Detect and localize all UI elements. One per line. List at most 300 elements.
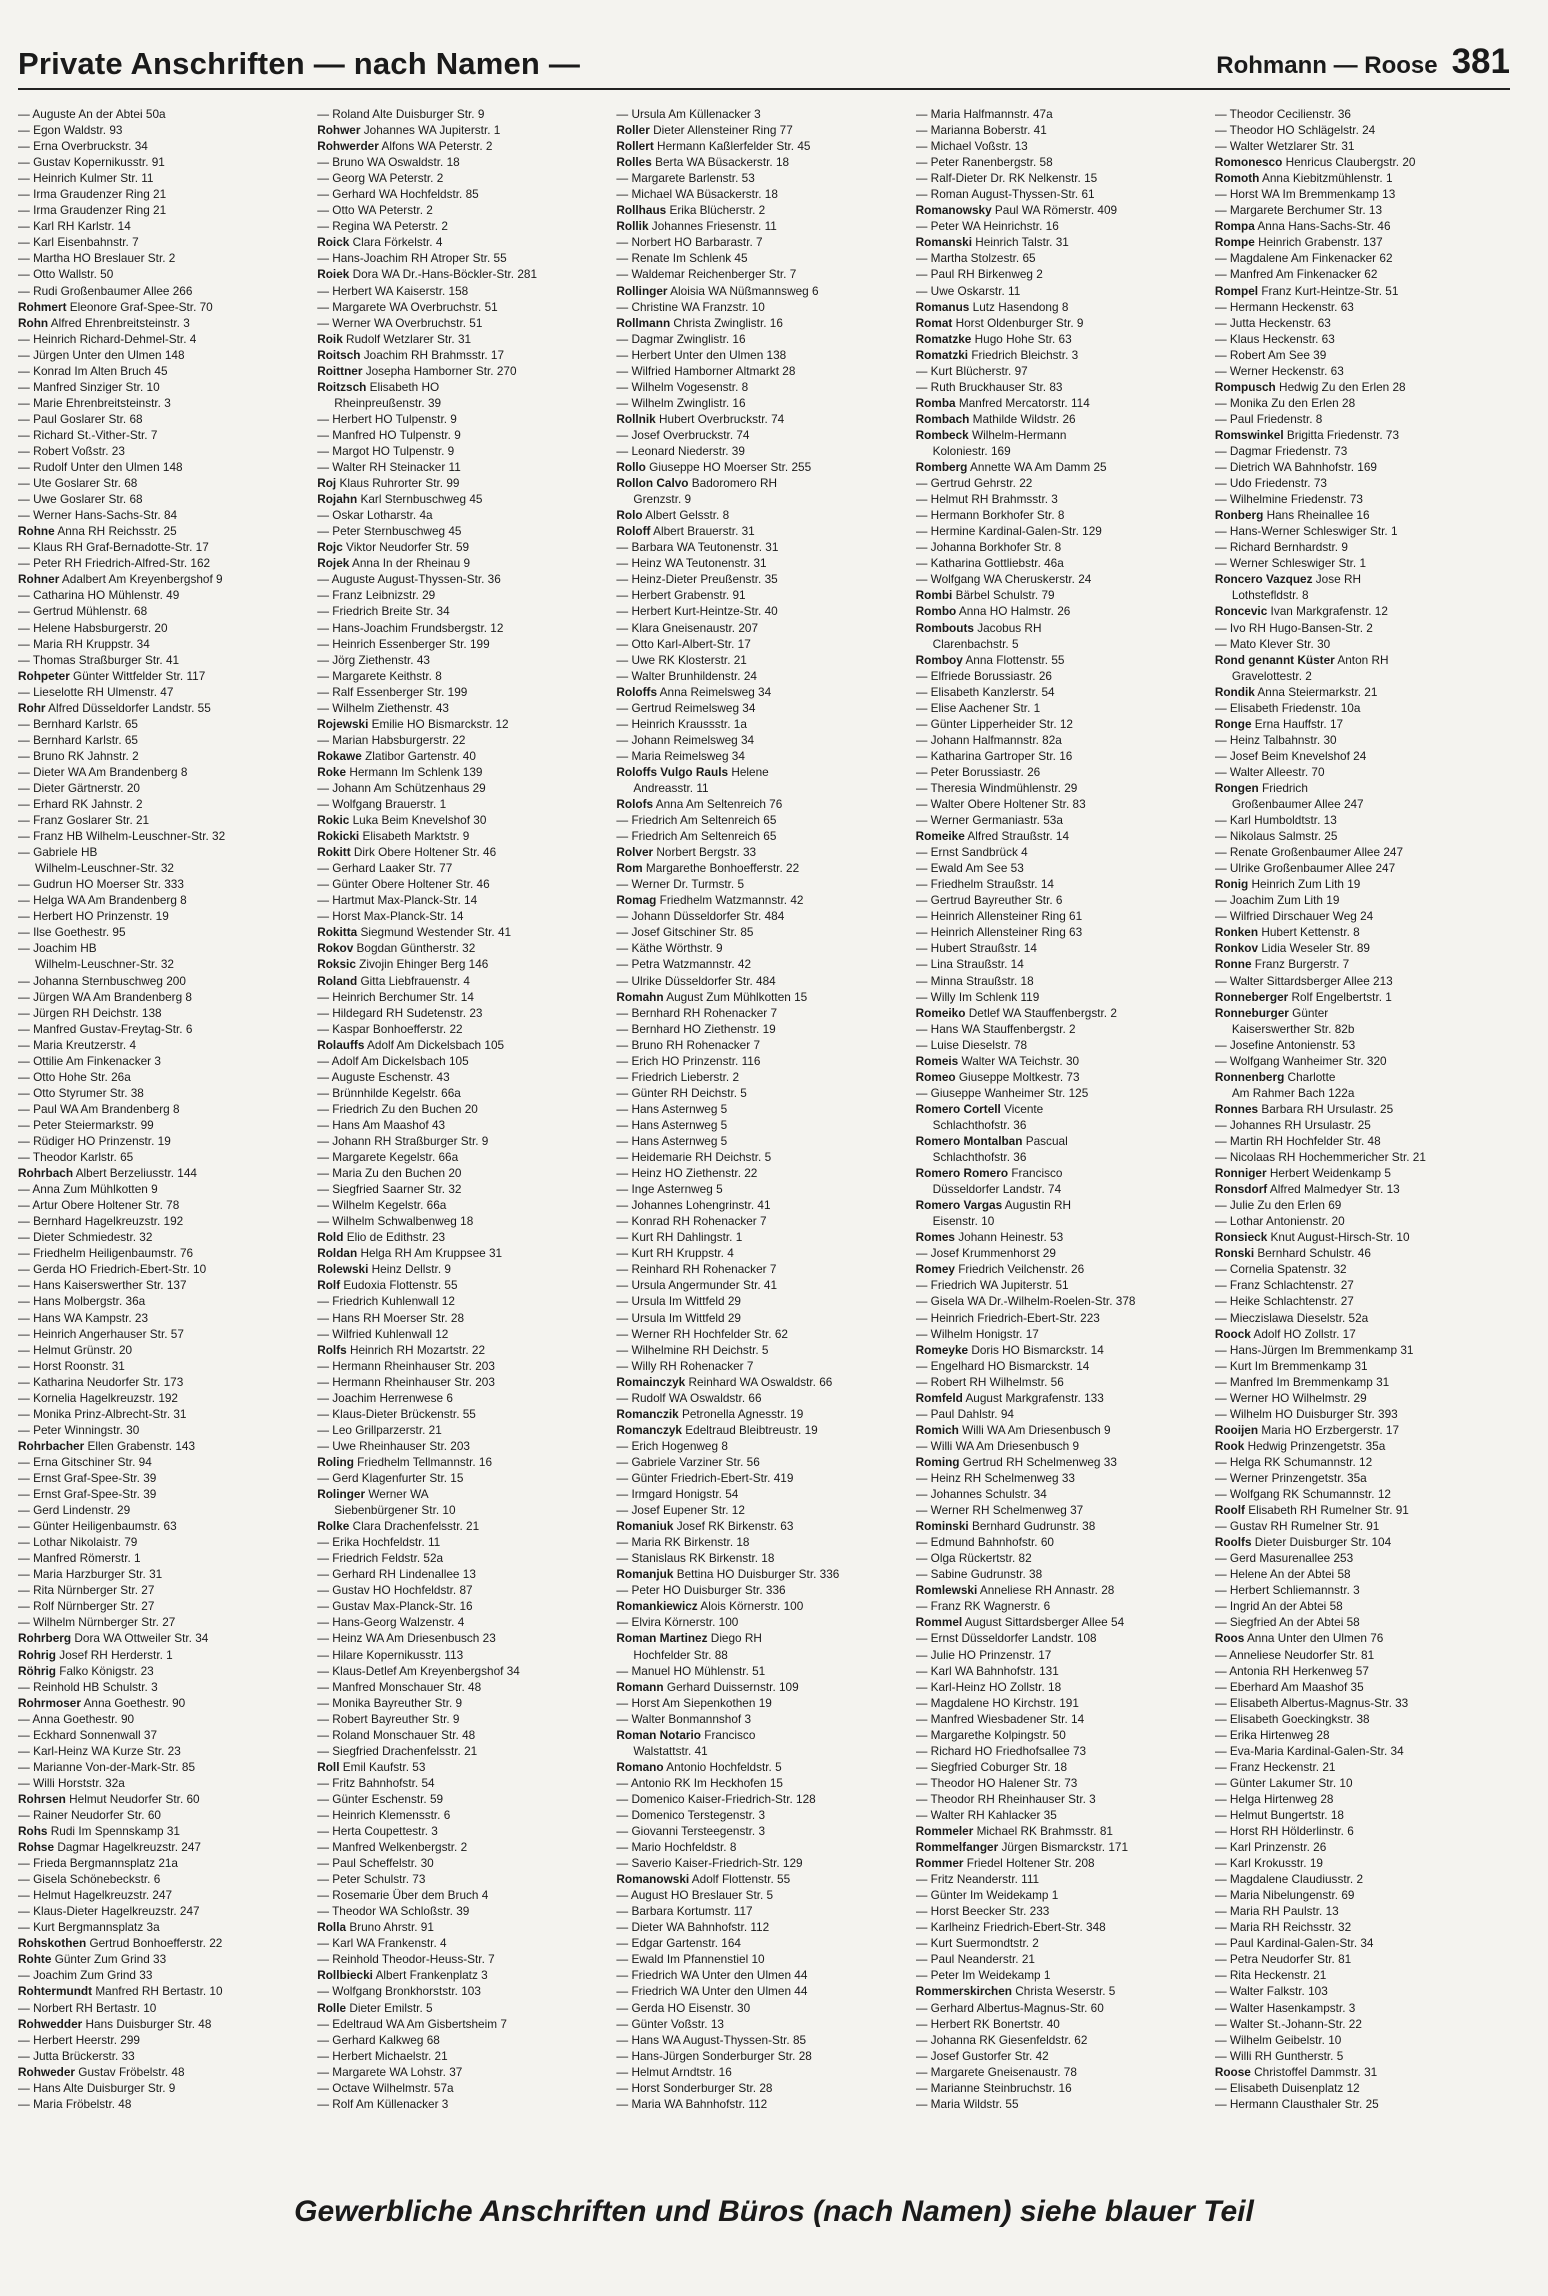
directory-entry: [616, 940, 911, 956]
directory-entry: [18, 395, 313, 411]
surname: Roling: [317, 1454, 354, 1469]
surname: Rommel: [915, 1615, 963, 1630]
entry-text: — Werner Dr. Turmstr. 5: [616, 877, 745, 892]
entry-text: — Eberhard Am Maashof 35: [1214, 1679, 1364, 1694]
directory-entry: [916, 668, 1211, 684]
directory-entry: [317, 956, 612, 972]
surname: Romich: [915, 1422, 959, 1437]
entry-text: — Gabriele HB: [18, 845, 98, 860]
surname: Rolewski: [317, 1262, 369, 1277]
entry-text: — Jürgen RH Deichstr. 138: [18, 1005, 162, 1020]
entry-text: — Michael WA Büsackerstr. 18: [616, 187, 778, 202]
directory-entry: [916, 1919, 1211, 1935]
directory-entry: [18, 1326, 313, 1342]
directory-entry: [1215, 1807, 1510, 1823]
entry-text: — Gudrun HO Moerser Str. 333: [18, 877, 184, 892]
directory-entry: [1215, 1213, 1510, 1229]
directory-entry: [916, 395, 1211, 411]
directory-entry: [1215, 684, 1510, 700]
entry-text: — Hans-Joachim RH Atroper Str. 55: [317, 251, 507, 266]
entry-text: — Heinz HO Ziethenstr. 22: [616, 1166, 758, 1181]
directory-entry: [616, 1277, 911, 1293]
directory-entry: [616, 1614, 911, 1630]
entry-text: Friedrich: [1258, 780, 1308, 795]
directory-entry: [916, 218, 1211, 234]
surname: Ronig: [1214, 877, 1249, 892]
directory-entry: [616, 603, 911, 619]
surname: Roik: [317, 331, 343, 346]
directory-entry: [1215, 1261, 1510, 1277]
directory-entry: [916, 491, 1211, 507]
directory-entry: [317, 620, 612, 636]
directory-entry: [317, 539, 612, 555]
entry-text: — Werner Prinzengetstr. 35a: [1214, 1470, 1367, 1485]
directory-entry: [1215, 1711, 1510, 1727]
directory-entry: [916, 844, 1211, 860]
entry-text: Hans Rheinallee 16: [1263, 508, 1370, 523]
directory-entry: [18, 1967, 313, 1983]
directory-entry: [616, 1871, 911, 1887]
entry-text: Hugo Hohe Str. 63: [971, 331, 1072, 346]
entry-text: — Waldemar Reichenberger Str. 7: [616, 267, 797, 282]
directory-entry: [916, 780, 1211, 796]
entry-text: — Ursula Im Wittfeld 29: [616, 1294, 741, 1309]
directory-entry: [616, 1518, 911, 1534]
directory-entry: [18, 1598, 313, 1614]
directory-entry: [916, 202, 1211, 218]
entry-text: — Ivo RH Hugo-Bansen-Str. 2: [1214, 620, 1373, 635]
surname: Rolinger: [317, 1487, 366, 1502]
surname: Romainczyk: [616, 1374, 686, 1389]
directory-entry: [616, 1550, 911, 1566]
surname: Romero Vargas: [915, 1198, 1003, 1213]
entry-text: — Werner Hans-Sachs-Str. 84: [18, 508, 178, 523]
entry-text: — Hermann Clausthaler Str. 25: [1214, 2096, 1379, 2111]
surname: Roolfs: [1214, 1535, 1252, 1550]
directory-entry: [916, 555, 1211, 571]
directory-entry: [916, 1085, 1211, 1101]
directory-entry: [18, 138, 313, 154]
entry-text: Edeltraud Bleibtreustr. 19: [681, 1422, 818, 1437]
directory-entry: [1215, 732, 1510, 748]
directory-entry: [1215, 379, 1510, 395]
directory-entry: [1215, 1005, 1510, 1021]
directory-entry: [317, 1085, 612, 1101]
directory-entry: [317, 1727, 612, 1743]
entry-text: Alfons WA Peterstr. 2: [378, 139, 493, 154]
directory-entry: [1215, 620, 1510, 636]
entry-text: — Johannes Lohengrinstr. 41: [616, 1198, 771, 1213]
entry-text: — Josef Gustorfer Str. 42: [915, 2048, 1049, 2063]
entry-text: — Hans Molbergstr. 36a: [18, 1294, 146, 1309]
entry-text: — Herta Coupettestr. 3: [317, 1824, 438, 1839]
entry-text: — Johann Düsseldorfer Str. 484: [616, 909, 785, 924]
entry-text: — Maria RH Reichsstr. 32: [1214, 1920, 1352, 1935]
entry-text: — Robert Voßstr. 23: [18, 443, 125, 458]
surname: Rombach: [915, 411, 970, 426]
surname: Roloff: [616, 524, 651, 539]
entry-text: — Walter Alleestr. 70: [1214, 764, 1325, 779]
entry-text: — Katharina Gartroper Str. 16: [915, 748, 1073, 763]
directory-entry: [18, 1614, 313, 1630]
directory-entry: [18, 1679, 313, 1695]
entry-text: Siegmund Westender Str. 41: [357, 925, 512, 940]
directory-entry: [18, 1919, 313, 1935]
directory-entry: [1215, 1181, 1510, 1197]
entry-text: — Giuseppe Wanheimer Str. 125: [915, 1085, 1089, 1100]
directory-entry: [317, 1743, 612, 1759]
entry-text: — Ottilie Am Finkenacker 3: [18, 1053, 161, 1068]
directory-entry: [916, 1647, 1211, 1663]
entry-text: Werner WA: [365, 1487, 429, 1502]
directory-entry: [317, 571, 612, 587]
entry-text: — Josef Eupener Str. 12: [616, 1503, 745, 1518]
surname: Roller: [616, 123, 650, 138]
directory-entry: [18, 764, 313, 780]
entry-text: Manfred Mercatorstr. 114: [955, 395, 1090, 410]
directory-entry: [916, 1743, 1211, 1759]
entry-text: — Martha Stolzestr. 65: [915, 251, 1036, 266]
entry-text: Eisenstr. 10: [932, 1214, 995, 1229]
directory-entry: [317, 1759, 612, 1775]
directory-entry: [916, 1277, 1211, 1293]
directory-entry: [18, 860, 313, 876]
directory-entry: [18, 427, 313, 443]
entry-text: — Karl WA Frankenstr. 4: [317, 1936, 447, 1951]
directory-entry: [317, 1406, 612, 1422]
surname: Ronsieck: [1214, 1230, 1268, 1245]
entry-text: — Maria RH Kruppstr. 34: [18, 636, 150, 651]
entry-text: — Giovanni Tersteegenstr. 3: [616, 1824, 766, 1839]
directory-entry: [317, 1374, 612, 1390]
directory-entry: [18, 956, 313, 972]
entry-text: — Herbert WA Kaiserstr. 158: [317, 283, 469, 298]
surname: Rohwedder: [18, 2016, 83, 2031]
entry-text: — Rita Heckenstr. 21: [1214, 1968, 1327, 1983]
directory-entry: [1215, 1277, 1510, 1293]
directory-entry: [317, 1679, 612, 1695]
entry-text: Anna Am Seltenreich 76: [653, 797, 783, 812]
directory-entry: [1215, 539, 1510, 555]
surname: Romeyke: [915, 1342, 969, 1357]
entry-text: — Ernst Graf-Spee-Str. 39: [18, 1487, 157, 1502]
surname: Rojewski: [317, 716, 369, 731]
directory-entry: [317, 250, 612, 266]
directory-entry: [317, 1277, 612, 1293]
surname: Romes: [915, 1230, 955, 1245]
entry-text: — Walter Obere Holtener Str. 83: [915, 797, 1086, 812]
directory-entry: [317, 1181, 612, 1197]
entry-text: — Anneliese Neudorfer Str. 81: [1214, 1647, 1375, 1662]
directory-entry: [18, 299, 313, 315]
directory-entry: [18, 1069, 313, 1085]
entry-text: — Hans-Jürgen Im Bremmenkamp 31: [1214, 1342, 1414, 1357]
entry-text: Herbert Weidenkamp 5: [1266, 1166, 1391, 1181]
directory-entry: [916, 443, 1211, 459]
directory-entry: [18, 1759, 313, 1775]
entry-text: — Franz HB Wilhelm-Leuschner-Str. 32: [18, 829, 226, 844]
entry-text: — Gertrud Bayreuther Str. 6: [915, 893, 1063, 908]
directory-entry: [18, 523, 313, 539]
directory-entry: [1215, 1791, 1510, 1807]
directory-entry: [616, 1582, 911, 1598]
directory-entry: [616, 1310, 911, 1326]
entry-text: — Wilhelm Ziethenstr. 43: [317, 700, 449, 715]
directory-entry: [317, 1245, 612, 1261]
directory-entry: [916, 796, 1211, 812]
directory-entry: [18, 812, 313, 828]
entry-text: — Nicolaas RH Hochemmericher Str. 21: [1214, 1150, 1426, 1165]
directory-entry: [317, 459, 612, 475]
directory-entry: [616, 1839, 911, 1855]
directory-entry: [616, 1213, 911, 1229]
directory-entry: [1215, 1967, 1510, 1983]
entry-text: — Monika Bayreuther Str. 9: [317, 1695, 463, 1710]
directory-entry: [1215, 186, 1510, 202]
surname: Rolo: [616, 508, 643, 523]
directory-entry: [18, 202, 313, 218]
directory-entry: [1215, 1871, 1510, 1887]
entry-text: — Wilhelm Kegelstr. 66a: [317, 1198, 447, 1213]
entry-text: — Josefine Antonienstr. 53: [1214, 1037, 1356, 1052]
directory-entry: [317, 1101, 612, 1117]
surname: Rohrsen: [18, 1791, 66, 1806]
entry-text: — Ralf-Dieter Dr. RK Nelkenstr. 15: [915, 171, 1098, 186]
entry-text: — Rudolf WA Oswaldstr. 66: [616, 1390, 762, 1405]
entry-text: — Gerhard Laaker Str. 77: [317, 861, 453, 876]
directory-entry: [916, 347, 1211, 363]
entry-text: — Friedrich Breite Str. 34: [317, 604, 450, 619]
directory-entry: [18, 1775, 313, 1791]
entry-text: — Johann RH Straßburger Str. 9: [317, 1134, 489, 1148]
entry-text: Heinrich RH Mozartstr. 22: [346, 1342, 486, 1357]
directory-column-2: [317, 106, 612, 2172]
directory-entry: [916, 1149, 1211, 1165]
directory-entry: [317, 395, 612, 411]
entry-text: — Herbert Schliemannstr. 3: [1214, 1583, 1360, 1598]
directory-entry: [18, 892, 313, 908]
directory-entry: [1215, 1406, 1510, 1422]
entry-text: — Roland Monschauer Str. 48: [317, 1727, 476, 1742]
entry-text: — Rolf Am Küllenacker 3: [317, 2096, 449, 2111]
directory-entry: [1215, 876, 1510, 892]
entry-text: — Ernst Düsseldorfer Landstr. 108: [915, 1631, 1097, 1646]
entry-text: Alfred Düsseldorfer Landstr. 55: [45, 700, 211, 715]
entry-text: — Friedrich Zu den Buchen 20: [317, 1101, 478, 1116]
directory-entry: [916, 1165, 1211, 1181]
directory-entry: [616, 2032, 911, 2048]
entry-text: — Monika Prinz-Albrecht-Str. 31: [18, 1406, 187, 1421]
directory-entry: [916, 876, 1211, 892]
entry-text: — Theodor WA Schloßstr. 39: [317, 1904, 470, 1919]
directory-entry: [616, 1117, 911, 1133]
entry-text: — Erika Hirtenweg 28: [1214, 1727, 1330, 1742]
entry-text: — Heinrich Kraussstr. 1a: [616, 716, 747, 731]
entry-text: — Cornelia Spatenstr. 32: [1214, 1262, 1347, 1277]
surname: Roick: [317, 235, 350, 250]
entry-text: — Günter Lipperheider Str. 12: [915, 716, 1073, 731]
entry-text: — Wilhelm Schwalbenweg 18: [317, 1214, 474, 1229]
directory-entry: [317, 1261, 612, 1277]
page-number: 381: [1451, 42, 1510, 81]
directory-entry: [616, 1197, 911, 1213]
directory-entry: [616, 1229, 911, 1245]
entry-text: Mathilde Wildstr. 26: [969, 411, 1076, 426]
directory-entry: [616, 973, 911, 989]
directory-entry: [616, 507, 911, 523]
directory-entry: [916, 1342, 1211, 1358]
entry-text: — Gerhard Albertus-Magnus-Str. 60: [915, 2000, 1104, 2015]
directory-entry: [916, 1438, 1211, 1454]
entry-text: — Magdalene Am Finkenacker 62: [1214, 251, 1393, 266]
directory-entry: [18, 1518, 313, 1534]
directory-entry: [18, 1358, 313, 1374]
entry-text: Günter Zum Grind 33: [51, 1952, 167, 1967]
entry-text: — Richard St.-Vither-Str. 7: [18, 427, 158, 442]
entry-text: — Bernhard Karlstr. 65: [18, 732, 138, 747]
directory-entry: [616, 571, 911, 587]
entry-text: — Peter Winningstr. 30: [18, 1422, 140, 1437]
surname: Romswinkel: [1214, 427, 1284, 442]
surname: Ronge: [1214, 716, 1252, 731]
entry-text: — Friedrich WA Unter den Ulmen 44: [616, 1968, 808, 1983]
directory-entry: [18, 844, 313, 860]
entry-text: — Gerd Klagenfurter Str. 15: [317, 1470, 464, 1485]
entry-text: — Rainer Neudorfer Str. 60: [18, 1807, 161, 1822]
directory-entry: [616, 892, 911, 908]
directory-entry: [1215, 587, 1510, 603]
directory-entry: [18, 234, 313, 250]
surname: Romanjuk: [616, 1567, 674, 1582]
entry-text: Dieter Duisburger Str. 104: [1251, 1535, 1392, 1550]
entry-text: — Herbert Michaelstr. 21: [317, 2048, 448, 2063]
directory-entry: [317, 475, 612, 491]
entry-text: Norbert Bergstr. 33: [653, 845, 757, 860]
directory-entry: [1215, 1326, 1510, 1342]
entry-text: Friedrich Bleichstr. 3: [968, 347, 1079, 362]
surname: Rohn: [18, 315, 49, 330]
entry-text: Doris HO Bismarckstr. 14: [968, 1342, 1104, 1357]
directory-entry: [317, 1647, 612, 1663]
entry-text: — Oskar Lotharstr. 4a: [317, 508, 433, 523]
directory-entry: [317, 1951, 612, 1967]
entry-text: — Johannes Schulstr. 34: [915, 1487, 1047, 1502]
entry-text: Bernhard Gudrunstr. 38: [968, 1519, 1096, 1534]
directory-entry: [317, 1342, 612, 1358]
entry-text: Antonio Hochfeldstr. 5: [663, 1759, 782, 1774]
directory-entry: [317, 1005, 612, 1021]
directory-entry: [616, 1438, 911, 1454]
directory-entry: [317, 1165, 612, 1181]
entry-text: Günter: [1288, 1005, 1329, 1020]
surname: Rohner: [18, 572, 60, 587]
entry-text: — Siegfried Saarner Str. 32: [317, 1182, 462, 1197]
directory-entry: [1215, 1502, 1510, 1518]
entry-text: — Otto Hohe Str. 26a: [18, 1069, 131, 1084]
entry-text: Schlachthofstr. 36: [932, 1150, 1027, 1165]
directory-entry: [317, 860, 612, 876]
entry-text: — Johanna Sternbuschweg 200: [18, 973, 186, 988]
entry-text: Alois Körnerstr. 100: [697, 1599, 804, 1614]
directory-entry: [916, 1983, 1211, 1999]
entry-text: Erika Blücherstr. 2: [666, 203, 766, 218]
directory-entry: [317, 652, 612, 668]
entry-text: — Hermann Rheinhauser Str. 203: [317, 1374, 495, 1389]
directory-entry: [916, 363, 1211, 379]
entry-text: Gustav Fröbelstr. 48: [75, 2064, 185, 2079]
entry-text: — Klaus-Dieter Brückenstr. 55: [317, 1406, 476, 1421]
entry-text: Clara Drachenfelsstr. 21: [349, 1519, 480, 1534]
directory-entry: [18, 347, 313, 363]
surname: Romba: [915, 395, 956, 410]
entry-text: — Rudolf Unter den Ulmen 148: [18, 460, 183, 475]
entry-text: Wilhelm-Leuschner-Str. 32: [35, 861, 174, 876]
surname: Rolfs: [317, 1342, 347, 1357]
surname: Rooijen: [1214, 1422, 1259, 1437]
entry-text: — Walter Brunhildenstr. 24: [616, 668, 757, 683]
entry-text: — Günter Lakumer Str. 10: [1214, 1775, 1353, 1790]
entry-text: — Peter Im Weidekamp 1: [915, 1968, 1051, 1983]
directory-entry: [1215, 748, 1510, 764]
entry-text: — Wolfgang WA Cheruskerstr. 24: [915, 572, 1092, 587]
entry-text: — Otto Wallstr. 50: [18, 267, 114, 282]
entry-text: — Peter WA Heinrichstr. 16: [915, 219, 1059, 234]
directory-entry: [1215, 1518, 1510, 1534]
entry-text: — Walter Wetzlarer Str. 31: [1214, 139, 1355, 154]
entry-text: — Marianna Boberstr. 41: [915, 123, 1047, 138]
entry-text: — Margarete Berchumer Str. 13: [1214, 203, 1383, 218]
surname: Rolles: [616, 155, 652, 170]
directory-entry: [317, 1887, 612, 1903]
entry-text: — Kaspar Bonhoefferstr. 22: [317, 1021, 463, 1036]
entry-text: — Hans-Jürgen Sonderburger Str. 28: [616, 2048, 812, 2063]
entry-text: Albert Berzeliusstr. 144: [73, 1166, 197, 1181]
entry-text: — Siegfried Coburger Str. 18: [915, 1759, 1068, 1774]
directory-entry: [916, 908, 1211, 924]
directory-entry: [916, 475, 1211, 491]
surname: Roittner: [317, 363, 363, 378]
directory-entry: [1215, 1775, 1510, 1791]
directory-entry: [916, 860, 1211, 876]
directory-entry: [916, 1598, 1211, 1614]
entry-text: Henricus Claubergstr. 20: [1282, 155, 1416, 170]
directory-entry: [18, 1791, 313, 1807]
directory-entry: [317, 1133, 612, 1149]
directory-entry: [18, 315, 313, 331]
directory-entry: [616, 299, 911, 315]
directory-entry: [18, 1711, 313, 1727]
directory-entry: [916, 1229, 1211, 1245]
entry-text: — Heinrich Klemensstr. 6: [317, 1807, 451, 1822]
surname: Rompusch: [1214, 379, 1276, 394]
directory-entry: [18, 924, 313, 940]
directory-entry: [916, 924, 1211, 940]
entry-text: Anna RH Reichsstr. 25: [54, 524, 177, 539]
entry-text: — Hartmut Max-Planck-Str. 14: [317, 893, 478, 908]
surname: Rohrmoser: [18, 1695, 81, 1710]
directory-entry: [916, 1213, 1211, 1229]
surname: Roncevic: [1214, 604, 1268, 619]
directory-entry: [916, 1358, 1211, 1374]
entry-text: — Uwe Rheinhauser Str. 203: [317, 1438, 470, 1453]
directory-entry: [916, 170, 1211, 186]
entry-text: — Marie Ehrenbreitsteinstr. 3: [18, 395, 171, 410]
entry-text: Hermann Im Schlenk 139: [346, 764, 483, 779]
entry-text: — Ilse Goethestr. 95: [18, 925, 126, 940]
entry-text: — Petra Watzmannstr. 42: [616, 957, 752, 972]
directory-entry: [317, 1069, 612, 1085]
surname: Romoth: [1214, 171, 1260, 186]
